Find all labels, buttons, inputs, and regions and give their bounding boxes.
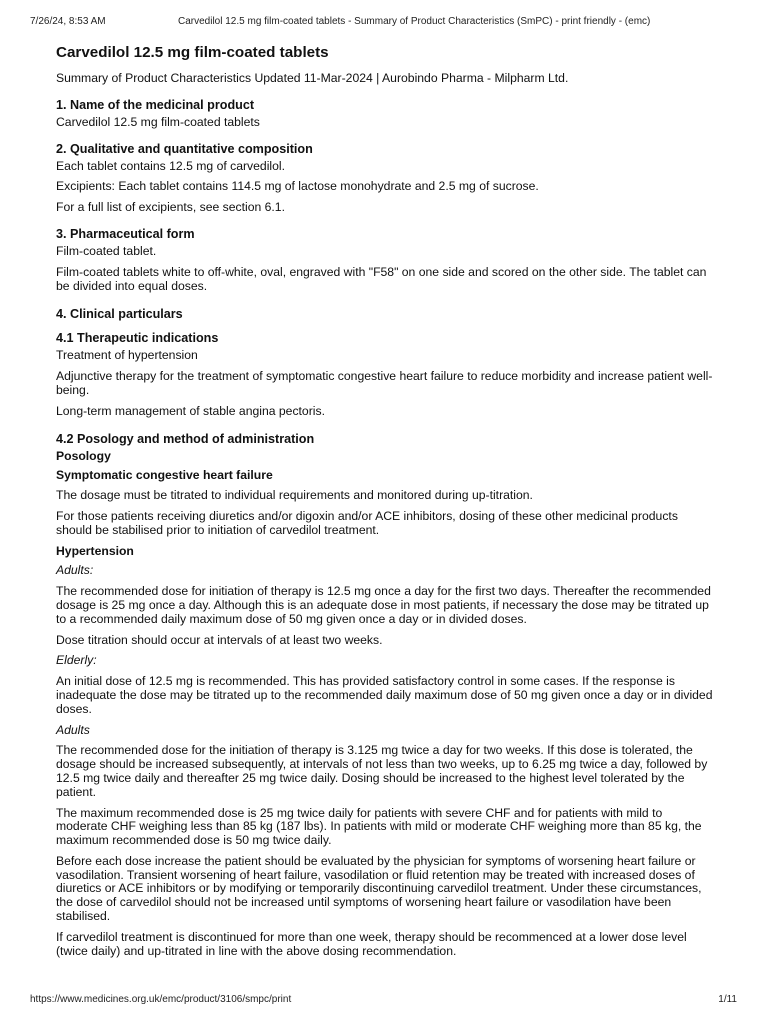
print-page-title: Carvedilol 12.5 mg film-coated tablets - Summary of Product Characteristics (SmPC) - print friendly - (emc) [178,16,651,27]
adults2-label [56,724,716,738]
section-4-1-text-1: Treatment of hypertension [56,348,198,363]
section-3-heading: 3. Pharmaceutical form [56,226,195,241]
adults-label [56,564,716,578]
section-4-1-heading: 4.1 Therapeutic indications [56,331,219,346]
summary-line: Summary of Product Characteristics Updated 11-Mar-2024 | Aurobindo Pharma - Milpharm Ltd. [56,71,569,85]
section-4-2-heading: 4.2 Posology and method of administration [56,431,315,446]
posology-heading: Posology [56,448,111,463]
chf-heading: Symptomatic congestive heart failure [56,468,273,483]
section-2-text-2: Excipients: Each tablet contains 114.5 mg of lactose monohydrate and 2.5 mg of sucrose. [56,179,539,194]
document-title: Carvedilol 12.5 mg film-coated tablets [56,44,329,61]
adults2-label-text: Adults [56,722,90,737]
adults2-text-1: The recommended dose for the initiation of therapy is 3.125 mg twice a day for two weeks. If this dose is tolerated, the dosage should be increased subsequently, at intervals of not less than two weeks, up to 6.25 mg twice a day, followed by 12.5 mg twice daily and thereafter 25 mg twice daily. Dosing should be increased to the highest level tolerated by the patient. [56,743,708,799]
adults-text-2: Dose titration should occur at intervals of at least two weeks. [56,632,383,647]
section-4-heading: 4. Clinical particulars [56,307,183,322]
section-4-1-text-2: Adjunctive therapy for the treatment of symptomatic congestive heart failure to reduce morbidity and increase patient well-being. [56,369,713,397]
section-4-1-text-3: Long-term management of stable angina pectoris. [56,403,325,418]
section-2-heading: 2. Qualitative and quantitative composition [56,141,313,156]
section-1-text: Carvedilol 12.5 mg film-coated tablets [56,114,260,129]
adults-label-text: Adults: [56,563,94,578]
page-number: 1/11 [718,994,737,1005]
chf-text-1: The dosage must be titrated to individual requirements and monitored during up-titration. [56,488,533,503]
section-1-heading: 1. Name of the medicinal product [56,97,255,112]
elderly-label [56,654,716,668]
section-2-text-3: For a full list of excipients, see section 6.1. [56,200,285,215]
elderly-label-text: Elderly: [56,653,97,668]
adults-text-1: The recommended dose for initiation of therapy is 12.5 mg once a day for the first two days. Thereafter the recommended dosage is 25 mg once a day. Although this is an adequate dose in most patients, if necessary the dose may be titrated up to a recommended daily maximum dose of 50 mg given once a day or in divided doses. [56,584,711,626]
section-3-text-2: Film-coated tablets white to off-white, oval, engraved with "F58" on one side and scored on the other side. The tablet can be divided into equal doses. [56,264,707,293]
elderly-text-1: An initial dose of 12.5 mg is recommended. This has provided satisfactory control in some cases. If the response is inadequate the dose may be titrated up to the recommended daily maximum dose of 50 mg given once a day or in divided doses. [56,674,713,716]
adults2-text-3: Before each dose increase the patient should be evaluated by the physician for symptoms of worsening heart failure or vasodilation. Transient worsening of heart failure, vasodilation or fluid retention may be treated with increased doses of diuretics or ACE inhibitors or by modifying or temporarily discontinuing carvedilol treatment. Under these circumstances, the dose of carvedilol should not be increased until symptoms of worsening heart failure or vasodilation have been stabilised. [56,853,702,924]
section-3-text-1: Film-coated tablet. [56,243,157,258]
print-header [0,0,768,30]
adults2-text-4: If carvedilol treatment is discontinued for more than one week, therapy should be recommenced at a lower dose level (twice daily) and up-titrated in line with the above dosing recommendation. [56,929,687,958]
section-2-text-1: Each tablet contains 12.5 mg of carvedilol. [56,158,285,173]
chf-text-2: For those patients receiving diuretics and/or digoxin and/or ACE inhibitors, dosing of these other medicinal products should be stabilised prior to initiation of carvedilol treatment. [56,508,678,537]
print-url: https://www.medicines.org.uk/emc/product/3106/smpc/print [30,994,292,1005]
print-date: 7/26/24, 8:53 AM [30,16,106,27]
print-footer [0,990,768,1010]
adults2-text-2: The maximum recommended dose is 25 mg twice daily for patients with severe CHF and for patients with mild to moderate CHF weighing less than 85 kg (187 lbs). In patients with mild or moderate CHF weighing more than 85 kg, the maximum recommended dose is 50 mg twice daily. [56,805,702,848]
hypertension-heading: Hypertension [56,543,134,558]
document-body [56,40,716,965]
